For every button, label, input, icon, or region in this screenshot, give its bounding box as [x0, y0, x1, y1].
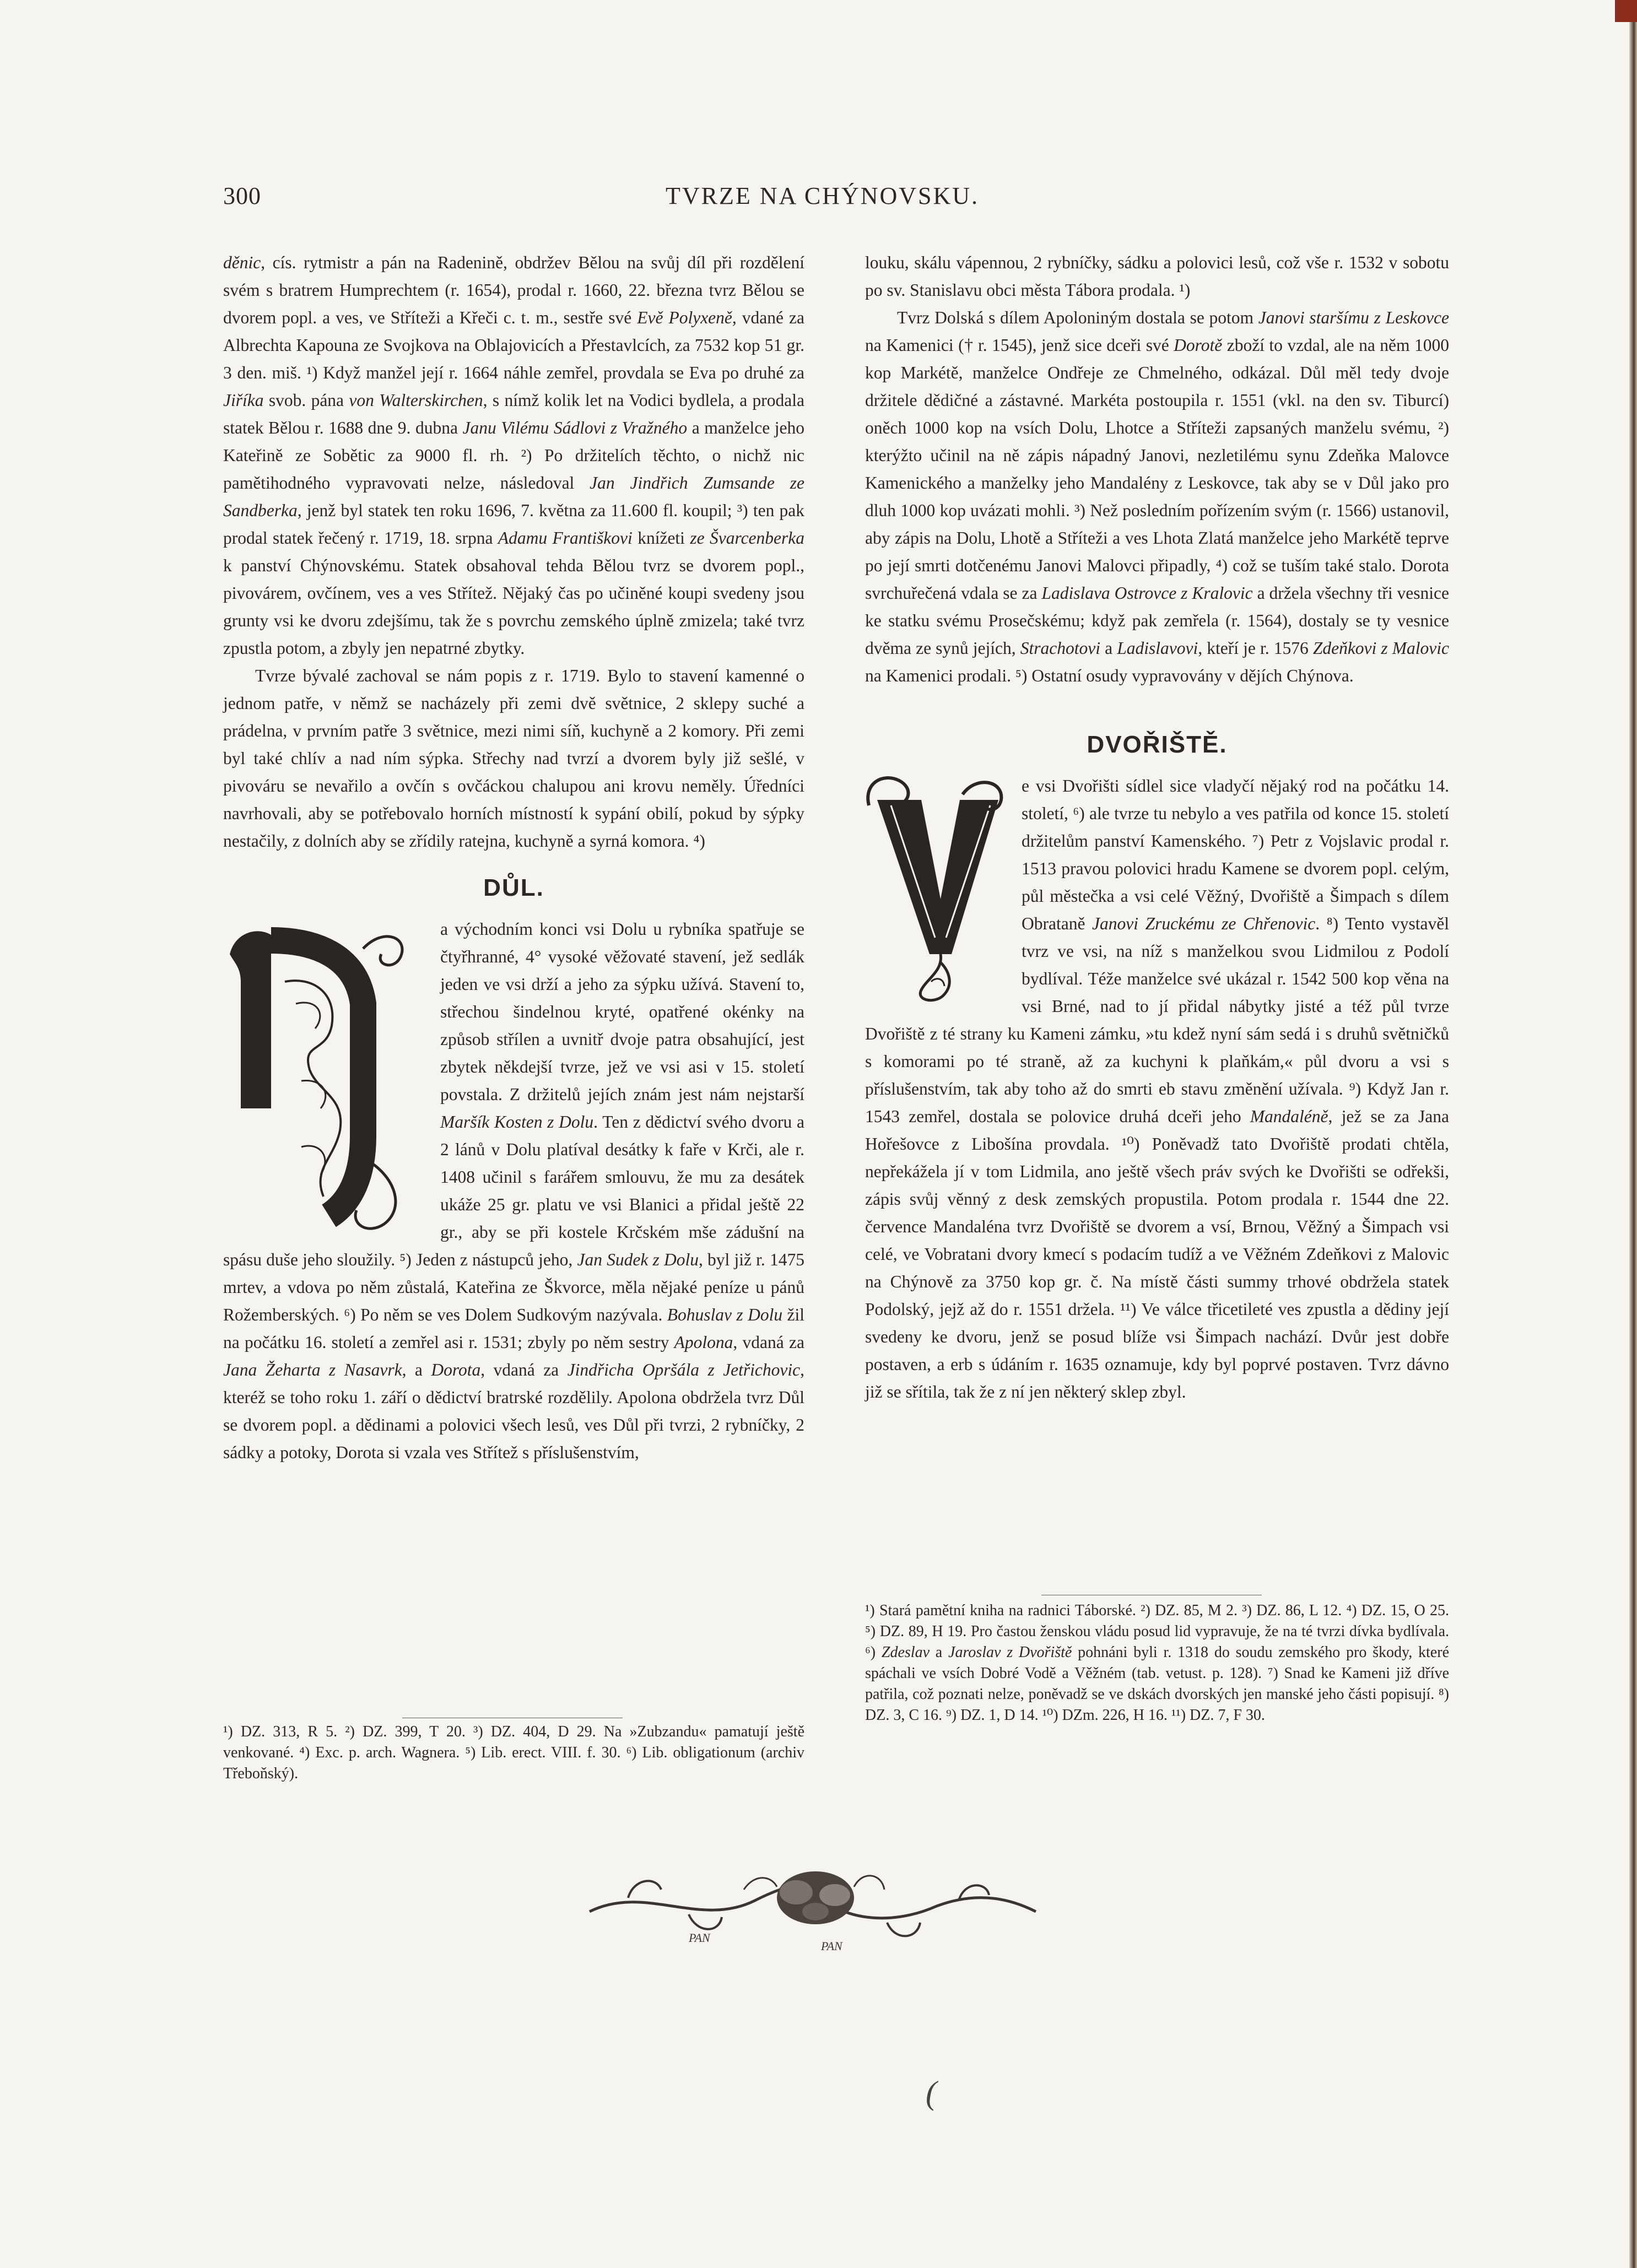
- footnotes-left: [223, 1716, 804, 1784]
- paragraph-dul: [223, 916, 804, 1466]
- person-name: Mandaléně: [1250, 1107, 1328, 1126]
- person-name: Zdeňkovi z Malovic: [1312, 638, 1450, 658]
- text-run: e vsi Dvořišti sídlel sice vladyčí nějaký rod na počátku 14. století, ⁶) ale tvrze tu nebylo a ves patřila od konce 15. století držitelům panství Kamenského. ⁷) Petr z Vojslavic prodal r. 1513 pravou polovici hradu Kamene se dvorem popl. celým, půl městečka a vsi celé Věžný, Dvořiště a Šimpach s dílem Obrataně: [1022, 776, 1449, 933]
- text-run: na Kamenici († r. 1545), jenž sice dceři své: [865, 335, 1174, 355]
- text-run: knížeti: [632, 528, 690, 548]
- text-run: a východním konci vsi Dolu u rybníka spatřuje se čtyřhranné, 4° vysoké věžovaté stavení, jež sedlák jeden ve vsi drží a jeho za sýpku užívá. Stavení to, střechou šindelnou kryté, opatřené okénky na způsob střílen a uvnitř dvoje patra obsahující, jest zbytek někdejší tvrze, jež ve vsi asi v 15. století povstala. Z držitelů jejích znám jest nám nejstarší: [440, 919, 804, 1104]
- drop-cap-v-ornament: [861, 772, 1009, 1004]
- person-name: Ladislavovi: [1117, 638, 1198, 658]
- person-name: Janovi Zruckému ze Chřenovic: [1092, 914, 1316, 933]
- text-run: pohnáni byli r. 1318 do soudu zemského pro škody, které spáchali ve vsích Dobré Vodě a Věžném (tab. vetust. p. 128). ⁷) Snad ke Kameni již dříve patřila, což poznati nelze, poněvadž se ve dskách dvorských jen manské jeho části popisují. ⁸) DZ. 3, C 16. ⁹) DZ. 1, D 14. ¹⁰) DZm. 226, H 16. ¹¹) DZ. 7, F 30.: [865, 1644, 1449, 1724]
- person-name: Jan Sudek z Dolu: [577, 1250, 699, 1269]
- person-name: Bohuslav z Dolu: [667, 1305, 783, 1324]
- section-heading-dvoriste: DVOŘIŠTĚ.: [1087, 731, 1228, 758]
- person-name: ze Švarcenberka: [690, 528, 805, 548]
- person-name: Janu Vilému Sádlovi z Vražného: [462, 418, 688, 437]
- text-run: , a: [402, 1360, 431, 1379]
- footnote-text: ¹) DZ. 313, R 5. ²) DZ. 399, T 20. ³) DZ. 404, D 29. Na »Zubzandu« pamatují ještě venkované. ⁴) Exc. p. arch. Wagnera. ⁵) Lib. erect. VIII. f. 30. ⁶) Lib. obligationum (archiv Třeboňský).: [223, 1723, 804, 1782]
- person-name: Jindřicha Opršála z Jetřichovic: [567, 1360, 801, 1379]
- text-run: a držela všechny tři vesnice ke statku svému Prosečskému; když pak zemřela (r. 1564), dostaly se ty vesnice dvěma ze synů jejích,: [865, 583, 1450, 658]
- person-name: Adamu Františkovi: [498, 528, 633, 548]
- text-run: , byl již r. 1475 mrtev, a vdova po něm zůstalá, Kateřina ze Škvorce, měla nějaké peníze u pánů Rožemberských. ⁶) Po něm se ves Dolem Sudkovým nazývala.: [223, 1250, 804, 1324]
- text-run: , vdaná za: [480, 1360, 568, 1379]
- page-number: 300: [223, 182, 261, 209]
- person-name: Zdeslav: [881, 1644, 930, 1661]
- text-run: . Ten z dědictví svého dvoru a 2 lánů v Dolu platíval desátky k faře v Krči, ale r. 1408 učinil s farářem smlouvu, že mu za desátek ukáže 25 gr. platu ve vsi Blanici a přidal ještě 22 gr., aby se při kostele Krčském mše zádušní na spásu duše jeho sloužily. ⁵) Jeden z nástupců jeho,: [223, 1112, 804, 1269]
- running-title: TVRZE NA CHÝNOVSKU.: [665, 182, 980, 209]
- text-run: a: [1100, 638, 1117, 658]
- person-name: Jan Jindřich Zumsande ze Sandberka: [223, 473, 804, 520]
- person-name: Dorotě: [1174, 335, 1223, 355]
- text-run: , jež se za Jana Hořešovce z Libošína provdala. ¹⁰) Poněvadž tato Dvořiště prodati chtěla, nepřekážela jí v tom Lidmila, ano ještě všech práv svých ke Dvořišti se odřekši, zápis svůj věnný z desk zemských propustila. Potom prodala r. 1544 dne 22. července Mandaléna tvrz Dvořiště se dvorem a vsí, Brnou, Věžný a Šimpach vsi celé, ve Vobratani dvory kmecí s podacím tudíž a ve Věžném Zdeňkovi z Malovic na Chýnově za 3750 kop gr. č. Na místě části summy trhové obdržela statek Podolský, jejž až do r. 1551 držela. ¹¹) Ve válce třicetileté ves zpustla a dědiny její svedeny ke dvoru, jenž se posud blíže vsi Šimpach nachází. Dvůr jest dobře postaven, a erb s údáním r. 1635 oznamuje, kdy byl poprvé postaven. Tvrz dávno již se sřítila, tak že z ní jen některý sklep zbyl.: [865, 1107, 1449, 1401]
- person-name: Dorota: [431, 1360, 481, 1379]
- text-run: . ⁸) Tento vystavěl tvrz ve vsi, na níž s manželkou svou Lidmilou z Podolí bydlíval. Téže manželce své ukázal r. 1542 500 kop věna na vsi Brné, nad to jí přidal nábytky jisté a též půl tvrze Dvořiště z té strany ku Kameni zámku, »tu kdež nyní sám sedá i s druhů světničků s komorami po té straně, až za kuchyni k plaňkám,« půl dvoru a vsi s příslušenstvím, tak aby toho až do smrti eb stavu změnění užívala. ⁹) Když Jan r. 1543 zemřel, dostala se polovice druhá dceři jeho: [865, 914, 1450, 1126]
- person-name: von Walterskirchen: [349, 391, 483, 410]
- floral-vignette-ornament: [579, 1845, 1047, 1956]
- section-heading-dul: DŮL.: [483, 874, 544, 901]
- right-column: [865, 249, 1449, 1406]
- paragraph-bela-description: Tvrze bývalé zachoval se nám popis z r. 1719. Bylo to stavení kamenné o jednom patře, v němž se nacházely při zemi dvě světnice, 2 sklepy suché a prádelna, v prvním patře 3 světnice, mezi nimi síň, kuchyně a 2 komory. Při zemi byl také chlív a nad ním sýpka. Střechy nad tvrzí a dvorem byly již sešlé, v pivováru se nevařilo a ovčín s ovčáckou chalupou ani krovu neměly. Úředníci navrhovali, aby se potřebovalo horních místností k sypání obilí, pokud by sýpky nestačily, z dolních aby se zřídily ratejna, kuchyně a syrná komora. ⁴): [223, 666, 804, 851]
- page-header: [223, 182, 1422, 215]
- text-run: , cís. rytmistr a pán na Radenině, obdržev Bělou na svůj díl při rozdělení svém s bratrem Humprechtem (r. 1654), prodal r. 1660, 22. března tvrz Bělou se dvorem popl. a ves, ve Stříteži a Křeči c. t. m., sestře své: [223, 253, 804, 327]
- paragraph-dul-continued: louku, skálu vápennou, 2 rybníčky, sádku a polovici lesů, což vše r. 1532 v sobotu po sv. Stanislavu obci města Tábora prodala. ¹): [865, 253, 1449, 300]
- text-run: , s nímž kolik let na Vodici bydlela, a prodala statek Bělou r. 1688 dne 9. dubna: [223, 391, 804, 437]
- person-name: Ladislava Ostrovce z Kralovic: [1041, 583, 1253, 603]
- text-run: žil na počátku 16. století a zemřel asi r. 1531; zbyly po něm sestry: [223, 1305, 804, 1352]
- page-edge-marker: [1615, 0, 1637, 22]
- person-name: Jiříka: [223, 391, 264, 410]
- paragraph-bela-continued: [223, 249, 804, 662]
- person-name: Jana Žeharta z Nasavrk: [223, 1360, 402, 1379]
- footnote-text: [865, 1595, 1449, 1726]
- person-name: Maršík Kosten z Dolu: [440, 1112, 594, 1132]
- text-run: zboží to vzdal, ale na něm 1000 kop Markétě, manželce Ondřeje ze Chmelného, odkázal. Důl měl tedy dvoje držitele dědičné a zástavné. Markéta postoupila r. 1551 (vkl. na den sv. Tiburcí) oněch 1000 kop na vsích Dolu, Lhotce a Stříteži zapsaných manželu svému, ²) kterýžto učinil na ně zápis nápadný Janovi, nezletilému synu Zdeňka Malovce Kamenického a manželky jeho Mandalény z Leskovce, tak aby se v Důl jako pro dluh 1000 kop uvázati mohli. ³) Než posledním pořízením svým (r. 1566) ustanovil, aby zápis na Dolu, Lhotě a Stříteži a ves Lhota Zlatá manželce jeho Markétě teprve po její smrti dotčenému Janovi Malovci připadly, ⁴) což se tuším také stalo. Dorota svrchuřečená vdala se za: [865, 335, 1449, 603]
- text-run: a: [930, 1644, 949, 1661]
- person-name: Strachotovi: [1020, 638, 1101, 658]
- text-run: , kteréž se toho roku 1. září o dědictví bratrské rozdělily. Apolona obdržela tvrz Důl se dvorem popl. a dědinami a polovici všech lesů, ves Důl při tvrzi, 2 rybníčky, 2 sádky a potoky, Dorota si vzala ves Střítež s příslušenstvím,: [223, 1360, 805, 1462]
- person-name: Apolona: [674, 1333, 733, 1352]
- footnotes-right: [865, 1595, 1449, 1726]
- paragraph-dvoriste: [865, 772, 1449, 1406]
- text-run: svob. pána: [263, 391, 349, 410]
- text-run: ¹) Stará pamětní kniha na radnici Táborské. ²) DZ. 85, M 2. ³) DZ. 86, L 12. ⁴) DZ. 15, O 25. ⁵) DZ. 89, H 19. Pro častou ženskou vládu posud lid vypravuje, že na té tvrzi dívka bydlívala. ⁶): [865, 1602, 1449, 1661]
- text-run: a manželce jeho Kateřině ze Sobětic za 9000 fl. rh. ²) Po držitelích těchto, o nichž nic pamětihodného vypravovati nelze, následoval: [223, 418, 805, 492]
- text-run: na Kamenici prodali. ⁵) Ostatní osudy vypravovány v dějích Chýnova.: [865, 666, 1354, 685]
- text-run: , kteří je r. 1576: [1198, 638, 1313, 658]
- person-name: Janovi staršímu z Leskovce: [1258, 308, 1449, 327]
- left-column: [223, 249, 804, 1466]
- person-name: Jaroslav z Dvořiště: [948, 1644, 1072, 1661]
- text-run: děnic: [223, 253, 261, 272]
- text-run: Tvrz Dolská s dílem Apoloniným dostala se potom: [897, 308, 1258, 327]
- stray-pencil-mark: (: [926, 2075, 937, 2111]
- text-run: , vdané za Albrechta Kapouna ze Svojkova na Oblajovicích a Přestavlcích, za 7532 kop 51 gr. 3 den. miš. ¹) Když manžel její r. 1664 náhle zemřel, provdala se Eva po druhé za: [223, 308, 804, 382]
- text-run: k panství Chýnovskému. Statek obsahoval tehda Bělou tvrz se dvorem popl., pivovárem, ovčínem, ves a ves Střítež. Nějaký čas po učiněné koupi svedeny jsou grunty vsi ke dvoru zdejšímu, tak že s povrchu zemského úplně zmizela; také tvrz zpustla potom, a zbyly jen nepatrné zbytky.: [223, 556, 804, 658]
- person-name: Evě Polyxeně: [637, 308, 732, 327]
- vignette-signature: PAN: [689, 1931, 710, 1945]
- text-run: , vdaná za: [733, 1333, 804, 1352]
- page-edge: [1629, 0, 1637, 2268]
- text-run: , jenž byl statek ten roku 1696, 7. května za 11.600 fl. koupil; ³) ten pak prodal statek řečený r. 1719, 18. srpna: [223, 501, 804, 548]
- paragraph-dul-owners: [865, 304, 1449, 690]
- vignette-signature: PAN: [821, 1939, 842, 1953]
- drop-cap-n-ornament: [219, 916, 428, 1235]
